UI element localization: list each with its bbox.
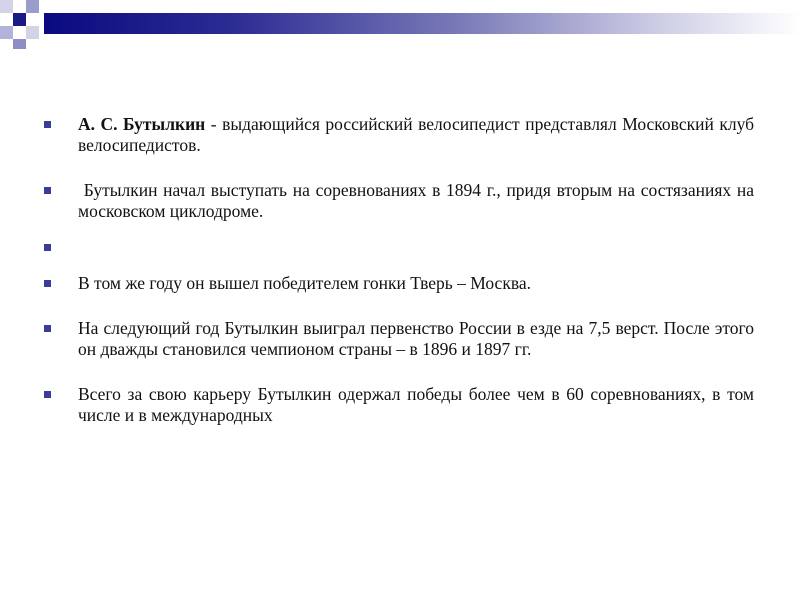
square-bullet-icon (44, 325, 51, 332)
item-bold-lead: А. С. Бутылкин (78, 114, 206, 134)
list-item (42, 180, 759, 222)
deco-square-6 (13, 39, 26, 49)
item-text: Бутылкин начал выступать на соревнованиях в 1894 г., придя вторым на состязаниях на московском циклодроме. (78, 180, 759, 221)
square-bullet-icon (44, 244, 51, 251)
item-text: Всего за свою карьеру Бутылкин одержал победы более чем в 60 соревнованиях, в том числе и в международных (78, 384, 754, 425)
square-bullet-icon (44, 187, 51, 194)
list-item (42, 384, 754, 426)
deco-square-2 (13, 13, 26, 26)
header-gradient-band (44, 13, 800, 34)
list-item (42, 114, 754, 156)
square-bullet-icon (44, 121, 51, 128)
list-item (42, 273, 754, 294)
item-text: В том же году он вышел победителем гонки Тверь – Москва. (78, 273, 532, 293)
deco-square-1 (0, 0, 13, 13)
list-item-empty (42, 237, 754, 258)
item-text: На следующий год Бутылкин выиграл первенство России в езде на 7,5 верст. После этого он дважды становился чемпионом страны – в 1896 и 1897 гг. (78, 318, 754, 359)
item-text: - выдающийся российский велосипедист представлял Московский клуб велосипедистов. (78, 114, 754, 155)
deco-square-4 (0, 26, 13, 39)
deco-square-5 (26, 26, 39, 39)
deco-square-3 (26, 0, 39, 13)
square-bullet-icon (44, 280, 51, 287)
square-bullet-icon (44, 391, 51, 398)
header-decoration (0, 0, 800, 50)
list-item (42, 318, 754, 360)
slide-body (42, 114, 759, 426)
